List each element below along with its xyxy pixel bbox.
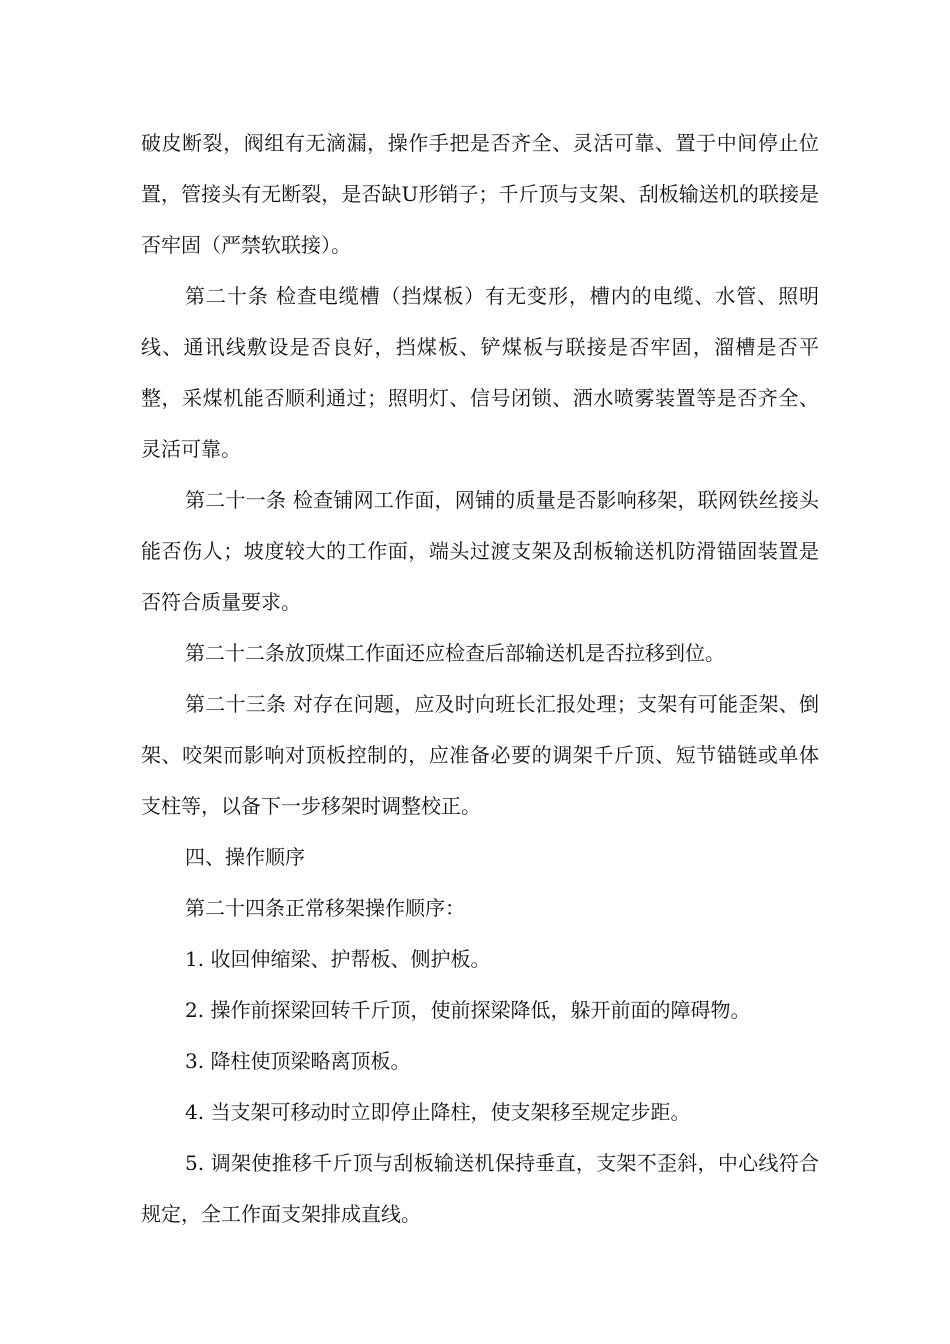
section-heading: 四、操作顺序 — [185, 845, 305, 869]
article-20-paragraph: 第二十条 检查电缆槽（挡煤板）有无变形，槽内的电缆、水管、照明线、通讯线敷设是否良好，挡煤板、铲煤板与联接是否牢固，溜槽是否平整，采煤机能否顺利通过；照明灯、信号闭锁、洒水喷雾装置等是否齐全、灵活可靠。 — [141, 284, 819, 461]
step-3-item: 3. 降柱使顶梁略离顶板。 — [185, 1049, 411, 1073]
paragraph-continued: 破皮断裂，阀组有无滴漏，操作手把是否齐全、灵活可靠、置于中间停止位置，管接头有无断裂，是否缺U形销子；千斤顶与支架、刮板输送机的联接是否牢固（严禁软联接）。 — [141, 131, 819, 257]
document-body — [141, 118, 819, 1240]
step-5-item: 5. 调架使推移千斤顶与刮板输送机保持垂直，支架不歪斜，中心线符合规定，全工作面支架排成直线。 — [141, 1151, 819, 1226]
step-4-item: 4. 当支架可移动时立即停止降柱，使支架移至规定步距。 — [185, 1100, 691, 1124]
article-21-paragraph: 第二十一条 检查铺网工作面，网铺的质量是否影响移架，联网铁丝接头能否伤人；坡度较大的工作面，端头过渡支架及刮板输送机防滑锚固装置是否符合质量要求。 — [141, 488, 819, 614]
article-22-paragraph: 第二十二条放顶煤工作面还应检查后部输送机是否拉移到位。 — [185, 641, 725, 665]
step-1-item: 1. 收回伸缩梁、护帮板、侧护板。 — [185, 947, 491, 971]
step-2-item: 2. 操作前探梁回转千斤顶，使前探梁降低，躲开前面的障碍物。 — [185, 998, 751, 1022]
article-24-paragraph: 第二十四条正常移架操作顺序： — [185, 896, 465, 920]
article-23-paragraph: 第二十三条 对存在问题，应及时向班长汇报处理；支架有可能歪架、倒架、咬架而影响对顶板控制的，应准备必要的调架千斤顶、短节锚链或单体支柱等，以备下一步移架时调整校正。 — [141, 692, 819, 818]
